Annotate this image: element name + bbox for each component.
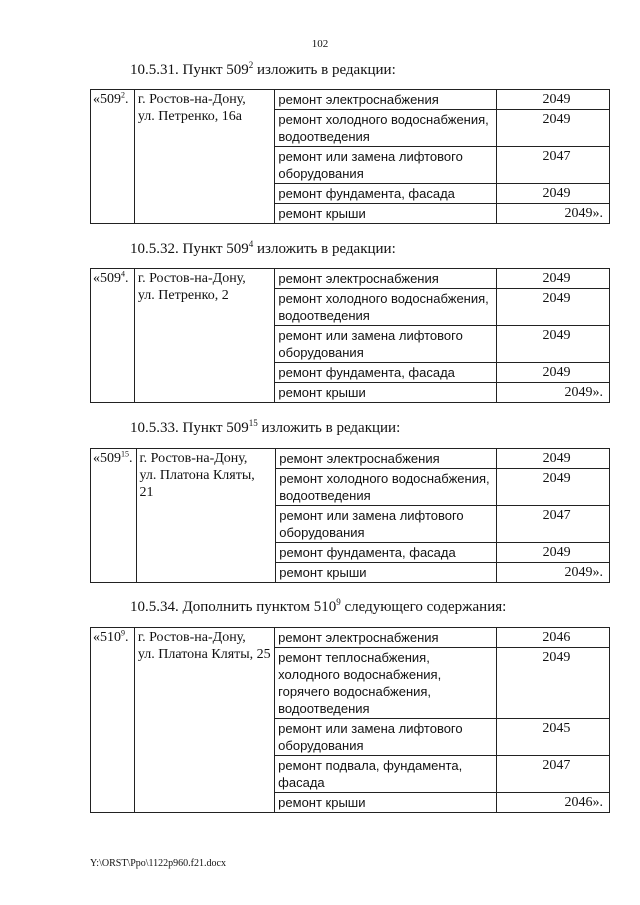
work-type: ремонт электроснабжения [275, 269, 497, 289]
work-year: 2047 [497, 506, 610, 543]
items-table-2 [90, 268, 610, 403]
work-type: ремонт крыши [275, 204, 497, 224]
item-address: г. Ростов-на-Дону, ул. Петренко, 2 [134, 269, 274, 403]
work-type: ремонт или замена лифтового оборудования [275, 719, 497, 756]
item-number: «$509^2$. [91, 90, 135, 224]
work-year: 2049 [496, 326, 609, 363]
work-year: 2047 [496, 756, 609, 793]
item-address: г. Ростов-на-Дону, ул. Платона Кляты, 21 [136, 449, 276, 583]
work-year: 2049 [496, 363, 609, 383]
item-number: «$509^4$. [91, 269, 135, 403]
work-type: ремонт холодного водоснабжения, водоотведения [275, 289, 497, 326]
work-year: 2049 [497, 449, 610, 469]
section-heading-3: 10.5.33. Пункт $509^{15}$ изложить в редакции: [130, 418, 401, 436]
section-heading-4: 10.5.34. Дополнить пунктом $510^9$ следующего содержания: [130, 597, 507, 615]
table-row [91, 449, 610, 469]
work-type: ремонт фундамента, фасада [276, 543, 497, 563]
item-address: г. Ростов-на-Дону, ул. Петренко, 16а [134, 90, 274, 224]
items-table-4 [90, 627, 610, 813]
work-year: 2049 [496, 110, 609, 147]
work-year: 2049 [496, 269, 609, 289]
work-type: ремонт подвала, фундамента, фасада [275, 756, 497, 793]
work-year: 2047 [496, 147, 609, 184]
work-year: 2049 [496, 184, 609, 204]
items-table-3 [90, 448, 610, 583]
work-type: ремонт холодного водоснабжения, водоотведения [276, 469, 497, 506]
work-type: ремонт крыши [275, 793, 497, 813]
work-year: 2049». [497, 563, 610, 583]
work-year: 2049». [496, 204, 609, 224]
work-type: ремонт фундамента, фасада [275, 184, 497, 204]
work-type: ремонт электроснабжения [276, 449, 497, 469]
section-heading-1: 10.5.31. Пункт $509^2$ изложить в редакции: [130, 60, 396, 78]
work-year: 2049». [496, 383, 609, 403]
work-type: ремонт холодного водоснабжения, водоотведения [275, 110, 497, 147]
section-heading-2: 10.5.32. Пункт $509^4$ изложить в редакции: [130, 239, 396, 257]
work-year: 2046». [496, 793, 609, 813]
table-row [91, 90, 610, 110]
table-row [91, 269, 610, 289]
work-type: ремонт фундамента, фасада [275, 363, 497, 383]
work-type: ремонт или замена лифтового оборудования [275, 326, 497, 363]
table-row [91, 628, 610, 648]
work-year: 2049 [496, 289, 609, 326]
work-type: ремонт крыши [275, 383, 497, 403]
work-type: ремонт или замена лифтового оборудования [276, 506, 497, 543]
work-year: 2046 [496, 628, 609, 648]
work-type: ремонт электроснабжения [275, 628, 497, 648]
item-address: г. Ростов-на-Дону, ул. Платона Кляты, 25 [134, 628, 274, 813]
work-type: ремонт крыши [276, 563, 497, 583]
item-number: «$509^{15}$. [91, 449, 137, 583]
work-year: 2049 [497, 543, 610, 563]
work-type: ремонт теплоснабжения, холодного водоснабжения, горячего водоснабжения, водоотведения [275, 648, 497, 719]
work-year: 2049 [496, 648, 609, 719]
items-table-1 [90, 89, 610, 224]
work-year: 2045 [496, 719, 609, 756]
item-number: «$510^9$. [91, 628, 135, 813]
work-type: ремонт или замена лифтового оборудования [275, 147, 497, 184]
work-type: ремонт электроснабжения [275, 90, 497, 110]
work-year: 2049 [496, 90, 609, 110]
file-path-footer: Y:\ORST\Ppo\1122p960.f21.docx [90, 858, 226, 869]
work-year: 2049 [497, 469, 610, 506]
page-number: 102 [311, 38, 329, 50]
